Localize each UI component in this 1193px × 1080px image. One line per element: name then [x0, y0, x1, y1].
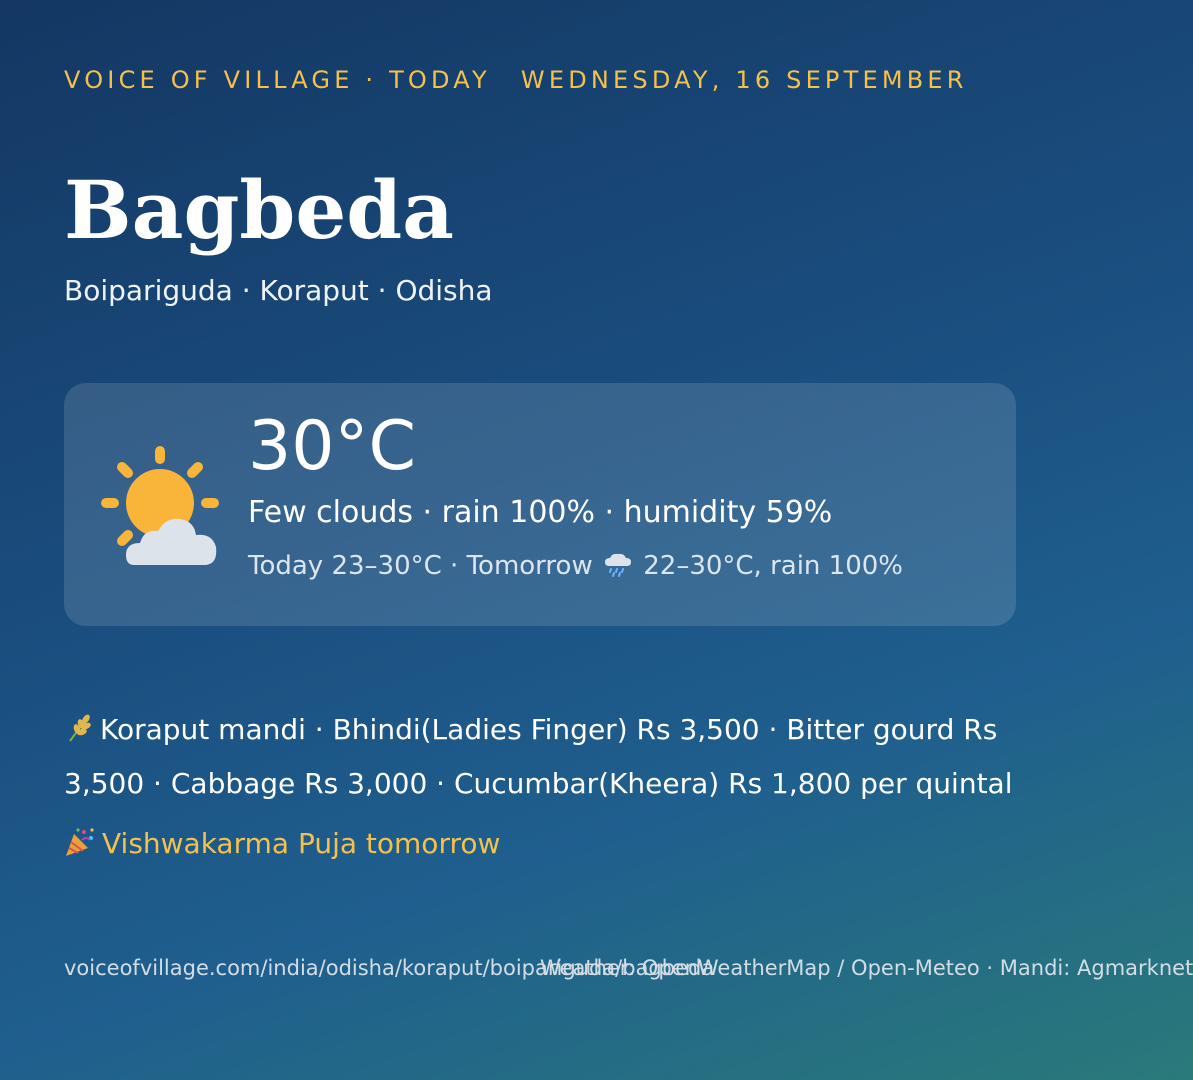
festival-notice [64, 826, 500, 860]
mandi-text: Koraput mandi · Bhindi(Ladies Finger) Rs 3,500 · Bitter gourd Rs 3,500 · Cabbage Rs 3,000 · Cucumbar(Kheera) Rs 1,800 per quintal [64, 713, 1013, 800]
forecast-line [248, 551, 903, 581]
mandi-prices [64, 703, 1016, 811]
forecast-tomorrow: 22–30°C, rain 100% [643, 551, 904, 581]
festival-text: Vishwakarma Puja tomorrow [102, 827, 501, 860]
region-subtitle: Boipariguda · Koraput · Odisha [64, 274, 493, 307]
footer-credits: Weather: OpenWeatherMap / Open-Meteo · Mandi: Agmarknet [540, 956, 1193, 980]
rain-cloud-icon [603, 552, 633, 578]
temperature: 30°C [248, 407, 417, 486]
brand-label: VOICE OF VILLAGE · TODAY [64, 66, 491, 94]
sun-behind-cloud-icon [100, 443, 224, 567]
village-title: Bagbeda [64, 163, 454, 257]
date-label: WEDNESDAY, 16 SEPTEMBER [520, 66, 968, 94]
party-popper-icon [64, 826, 96, 858]
header [64, 66, 968, 94]
weather-conditions: Few clouds · rain 100% · humidity 59% [248, 495, 833, 530]
weather-card [64, 383, 1016, 626]
footer-url[interactable]: voiceofvillage.com/india/odisha/koraput/boipariguda/bagbeda [64, 956, 715, 980]
wheat-icon [64, 713, 94, 743]
forecast-today: Today 23–30°C · Tomorrow [248, 551, 593, 581]
